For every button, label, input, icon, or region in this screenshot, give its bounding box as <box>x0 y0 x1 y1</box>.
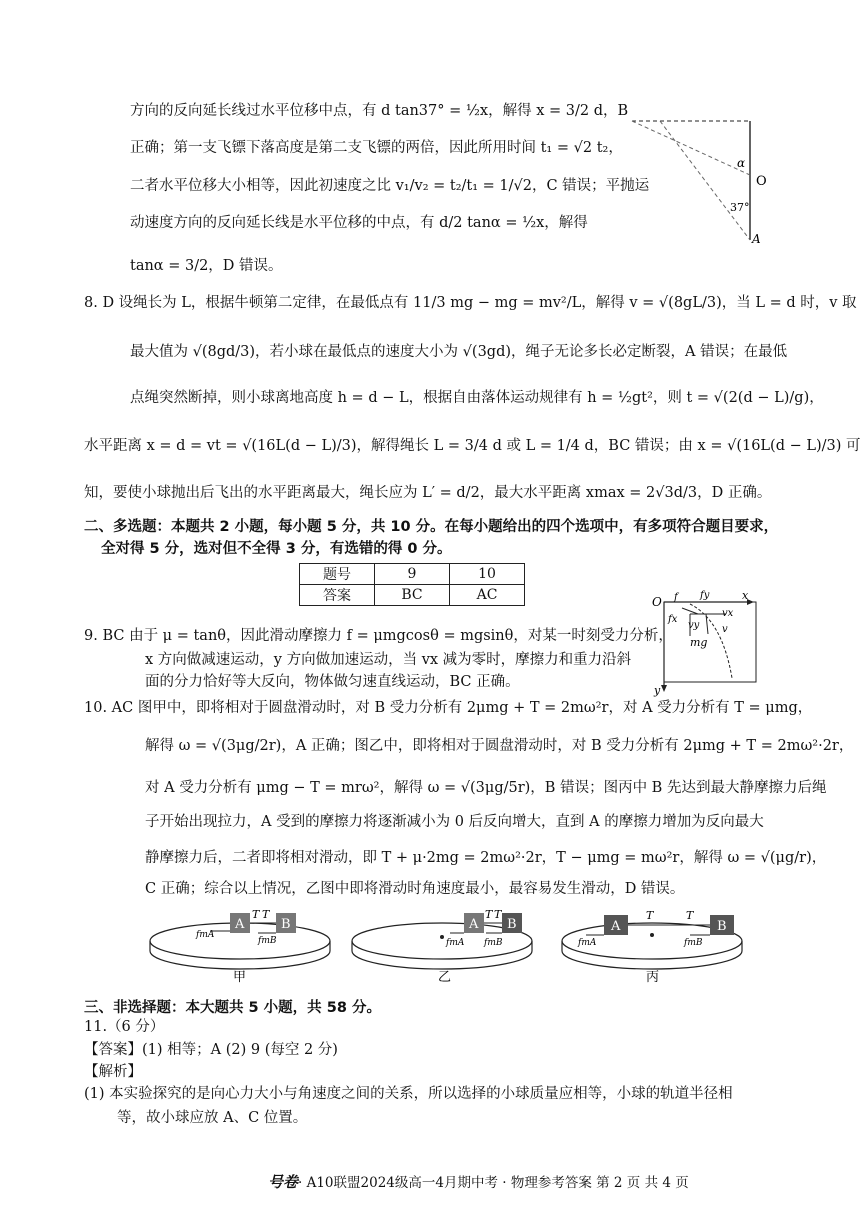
jia-t-label-2: T <box>262 908 270 921</box>
a-label: A <box>752 232 761 246</box>
q8-line-1: 8. D 设绳长为 L，根据牛顿第二定律，在最低点有 11/3 mg − mg = mv²/L，解得 v = √(8gL/3)，当 L = d 时，v 取 <box>84 295 857 311</box>
bing-a-label: A <box>611 919 621 934</box>
jia-caption: 甲 <box>233 970 247 985</box>
q11-analysis-line-2: 等，故小球应放 A、C 位置。 <box>117 1110 308 1126</box>
table-row <box>300 564 525 585</box>
table-cell: 10 <box>450 564 525 585</box>
q9-v-label: v <box>722 624 728 635</box>
yi-b-label: B <box>507 917 517 932</box>
q9-x-label: x <box>742 589 749 602</box>
q9-fx-label: fx <box>668 614 678 625</box>
jia-a-label: A <box>235 917 245 932</box>
jia-t-label-1: T <box>252 908 260 921</box>
table-cell: 9 <box>375 564 450 585</box>
o-label: O <box>756 174 767 189</box>
page-footer <box>268 1171 689 1192</box>
section2-title-line1: 二、多选题：本题共 2 小题，每小题 5 分，共 10 分。在每小题给出的四个选项中，有多项符合题目要求， <box>84 519 779 535</box>
q11-analysis-line-1: (1) 本实验探究的是向心力大小与角速度之间的关系，所以选择的小球质量应相等，小球的轨道半径相 <box>84 1086 733 1102</box>
table-cell: 答案 <box>300 585 375 606</box>
angle-label: 37° <box>730 201 750 214</box>
q7-line-1: 方向的反向延长线过水平位移中点，有 d tan37° = ½x，解得 x = 3/2 d，B <box>130 103 629 119</box>
disc-figure-bing <box>560 905 750 985</box>
q10-line-4: 子开始出现拉力，A 受到的摩擦力将逐渐减小为 0 后反向增大，直到 A 的摩擦力增加为反向最大 <box>145 814 764 830</box>
q9-o-label: O <box>652 595 662 609</box>
q8-line-2: 最大值为 √(8gd/3)，若小球在最低点的速度大小为 √(3gd)，绳子无论多长必定断裂，A 错误；在最低 <box>130 344 788 360</box>
disc-figure-yi <box>350 905 540 985</box>
q10-line-1: 10. AC 图甲中，即将相对于圆盘滑动时，对 B 受力分析有 2μmg + T = 2mω²r，对 A 受力分析有 T = μmg， <box>84 700 813 716</box>
q7-line-5: tanα = 3/2，D 错误。 <box>130 258 283 274</box>
footer-logo: 号卷 <box>268 1173 299 1191</box>
table-row <box>300 585 525 606</box>
bing-fmb-label: fmB <box>684 938 703 948</box>
yi-t-label-1: T <box>485 908 493 921</box>
q7-line-3: 二者水平位移大小相等，因此初速度之比 v₁/v₂ = t₂/t₁ = 1/√2，C 错误；平抛运 <box>130 178 650 194</box>
bing-fma-label: fmA <box>578 938 597 948</box>
yi-fmb-label: fmB <box>484 938 503 948</box>
q9-line-1: 9. BC 由于 μ = tanθ，因此滑动摩擦力 f = μmgcosθ = mgsinθ，对某一时刻受力分析， <box>84 628 673 644</box>
q9-vy-label: vy <box>688 620 700 631</box>
yi-t-label-2: T <box>494 908 502 921</box>
bing-t-label-1: T <box>646 909 654 922</box>
bing-b-label: B <box>717 919 727 934</box>
q9-y-label: y <box>654 684 661 697</box>
q10-line-5: 静摩擦力后，二者即将相对滑动，即 T + μ·2mg = 2mω²·2r，T − μmg = mω²r，解得 ω = √(μg/r)， <box>145 850 827 866</box>
q9-mg-label: mg <box>690 636 708 649</box>
jia-b-label: B <box>281 917 291 932</box>
yi-caption: 乙 <box>438 970 452 985</box>
q8-line-5: 知，要使小球抛出后飞出的水平距离最大，绳长应为 L′ = d/2，最大水平距离 xmax = 2√3d/3，D 正确。 <box>84 485 772 501</box>
q11-answer: 【答案】(1) 相等；A (2) 9 (每空 2 分) <box>84 1042 338 1058</box>
q8-line-4: 水平距离 x = d = vt = √(16L(d − L)/3)，解得绳长 L = 3/4 d 或 L = 1/4 d，BC 错误；由 x = √(16L(d − L)/3) 可 <box>84 438 861 454</box>
q9-line-2: x 方向做减速运动，y 方向做加速运动，当 vx 减为零时，摩擦力和重力沿斜 <box>145 652 632 668</box>
section3-title: 三、非选择题：本大题共 5 小题，共 58 分。 <box>84 1000 381 1016</box>
jia-fma-label: fmA <box>196 930 215 940</box>
q8-line-3: 点绳突然断掉，则小球离地高度 h = d − L，根据自由落体运动规律有 h = ½gt²，则 t = √(2(d − L)/g)， <box>130 390 824 406</box>
disc-figure-jia <box>148 905 338 985</box>
q11-analysis-heading: 【解析】 <box>84 1064 142 1080</box>
section2-title-line2: 全对得 5 分，选对但不全得 3 分，有选错的得 0 分。 <box>101 541 452 557</box>
dart-figure <box>630 115 780 250</box>
footer-text: · A10联盟2024级高一4月期中考 · 物理参考答案 第 2 页 共 4 页 <box>298 1175 689 1191</box>
q9-line-3: 面的分力恰好等大反向，物体做匀速直线运动，BC 正确。 <box>145 674 520 690</box>
bing-caption: 丙 <box>646 970 660 985</box>
q7-line-4: 动速度方向的反向延长线是水平位移的中点，有 d/2 tanα = ½x，解得 <box>130 215 588 231</box>
yi-fma-label: fmA <box>446 938 465 948</box>
table-cell: AC <box>450 585 525 606</box>
table-cell: BC <box>375 585 450 606</box>
answer-table <box>299 563 525 606</box>
q10-line-6: C 正确；综合以上情况，乙图中即将滑动时角速度最小，最容易发生滑动，D 错误。 <box>145 881 685 897</box>
alpha-label: α <box>737 156 746 170</box>
q9-f-label: f <box>674 592 678 603</box>
table-cell: 题号 <box>300 564 375 585</box>
q9-fy-label: fy <box>700 590 710 601</box>
q11-heading: 11.（6 分） <box>84 1019 165 1035</box>
yi-a-label: A <box>469 917 479 932</box>
q7-line-2: 正确；第一支飞镖下落高度是第二支飞镖的两倍，因此所用时间 t₁ = √2 t₂， <box>130 140 623 156</box>
bing-t-label-2: T <box>686 909 694 922</box>
q10-line-2: 解得 ω = √(3μg/2r)，A 正确；图乙中，即将相对于圆盘滑动时，对 B 受力分析有 2μmg + T = 2mω²·2r， <box>145 738 854 754</box>
q10-line-3: 对 A 受力分析有 μmg − T = mrω²，解得 ω = √(3μg/5r)，B 错误；图丙中 B 先达到最大静摩擦力后绳 <box>145 780 827 796</box>
jia-fmb-label: fmB <box>258 936 277 946</box>
q9-vx-label: vx <box>722 608 734 619</box>
